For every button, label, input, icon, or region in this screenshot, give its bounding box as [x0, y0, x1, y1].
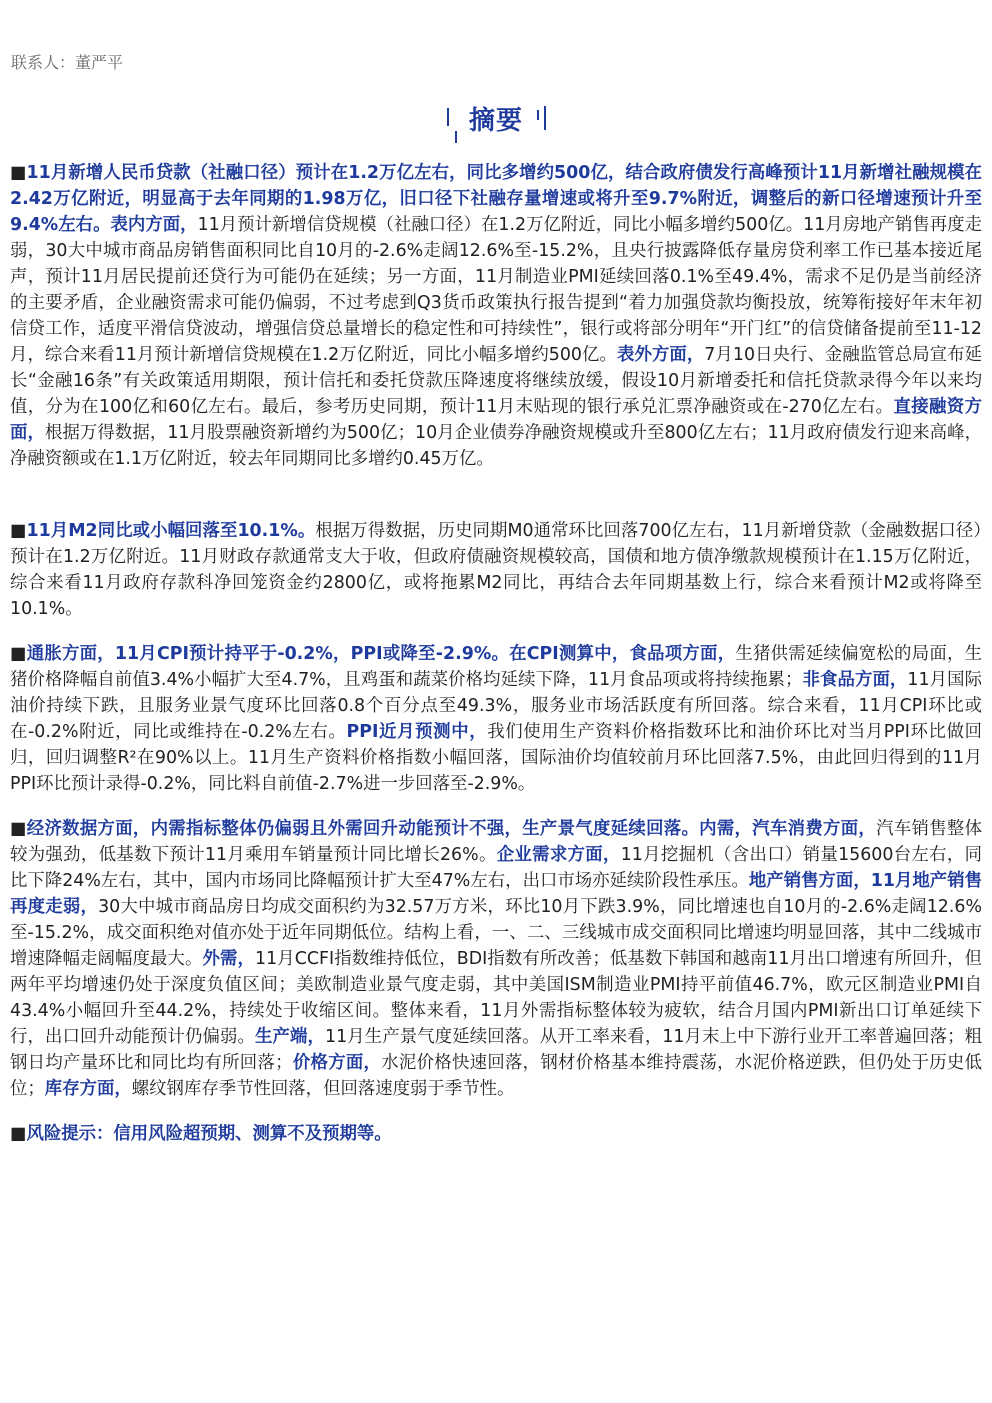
highlight-text: 通胀方面，11月CPI预计持平于-0.2%，PPI或降至-2.9%。在CPI测算中，食品项方面， [26, 644, 736, 664]
bullet-marker: ■ [10, 819, 27, 839]
summary-title: 摘要 [468, 106, 523, 136]
bullet-marker: ■ [10, 1124, 27, 1144]
body-text: 根据万得数据，11月股票融资新增约为500亿；10月企业债券净融资规模或升至800亿左右；11月政府债发行迎来高峰，净融资额或在1.1万亿附近，较去年同期同比多增约0.45万亿。 [10, 423, 982, 469]
body-text: 根据万得数据，历史同期M0通常环比回落700亿左右，11月新增贷款（金融数据口径）预计在1.2万亿附近。11月财政存款通常支大于收，但政府债融资规模较高，国债和地方债净缴款规模预计在1.15万亿附近，综合来看11月政府存款科净回笼资金约2800亿，或将拖累M2同比，再结合去年同期基数上行，综合来看预计M2或将降至10.1%。 [10, 521, 982, 619]
body-text: 水泥价格快速回落，钢材价格基本维持震荡，水泥价格逆跌，但仍处于历史低位； [10, 1053, 982, 1099]
summary-content [10, 160, 982, 1147]
body-text: 螺纹钢库存季节性回落，但回落速度弱于季节性。 [131, 1079, 515, 1099]
highlight-text: 库存方面， [44, 1079, 132, 1099]
body-text: 生猪供需延续偏宽松的局面，生猪价格降幅自前值3.4%小幅扩大至4.7%，且鸡蛋和蔬菜价格均延续下降，11月食品项或将持续拖累； [10, 644, 982, 690]
body-text: 7月10日央行、金融监管总局宣布延长“金融16条”有关政策适用期限，预计信托和委托贷款压降速度将继续放缓，假设10月新增委托和信托贷款录得今年以来均值，分为在100亿和60亿左右。最后，参考历史同期，预计11月末贴现的银行承兑汇票净融资或在-270亿左右。 [10, 345, 982, 417]
paragraph-economic-data [10, 816, 982, 1102]
title-wrap [0, 100, 992, 137]
body-text: 汽车销售整体较为强劲，低基数下预计11月乘用车销量预计同比增长26%。 [10, 819, 982, 865]
highlight-text: 表外方面， [616, 345, 705, 365]
paragraph-inflation [10, 641, 982, 797]
body-text: 11月预计新增信贷规模（社融口径）在1.2万亿附近，同比小幅多增约500亿。11月房地产销售再度走弱，30大中城市商品房销售面积同比自10月的-2.6%走阔12.6%至-15.2%，且央行披露降低存量房贷利率工作已基本接近尾声，预计11月居民提前还贷行为可能仍在延续；另一方面，11月制造业PMI延续回落0.1%至49.4%，需求不足仍是当前经济的主要矛盾，企业融资需求可能仍偏弱，不过考虑到Q3货币政策执行报告提到“着力加强贷款均衡投放，统筹衔接好年末年初信贷工作，适度平滑信贷波动，增强信贷总量增长的稳定性和可持续性”，银行或将部分明年“开门红”的信贷储备提前至11-12月，综合来看11月预计新增信贷规模在1.2万亿附近，同比小幅多增约500亿。 [10, 215, 982, 365]
body-text: 30大中城市商品房日均成交面积约为32.57万方米，环比10月下跌3.9%，同比增速也自10月的-2.6%走阔12.6%至-15.2%，成交面积绝对值亦处于近年同期低位。结构上看，一、二、三线城市成交面积同比增速均明显回落，其中二线城市增速降幅走阔幅度最大。 [10, 897, 982, 969]
paragraph-credit [10, 160, 982, 472]
highlight-text: 风险提示：信用风险超预期、测算不及预期等。 [26, 1124, 392, 1144]
body-text: 11月生产景气度延续回落。从开工率来看，11月末上中下游行业开工率普遍回落；粗钢日均产量环比和同比均有所回落； [10, 1027, 982, 1073]
highlight-text: 价格方面， [292, 1053, 382, 1073]
highlight-text: 11月M2同比或小幅回落至10.1%。 [26, 521, 316, 541]
bullet-marker: ■ [10, 644, 27, 664]
highlight-text: 直接融资方面， [10, 397, 982, 443]
bullet-marker: ■ [10, 163, 27, 183]
paragraph-risk [10, 1121, 982, 1147]
highlight-text: 11月新增人民币贷款（社融口径）预计在1.2万亿左右，同比多增约500亿，结合政府债发行高峰预计11月新增社融规模在2.42万亿附近，明显高于去年同期的1.98万亿，旧口径下社融存量增速或将升至9.7%附近，调整后的新口径增速预计升至9.4%左右。表内方面， [10, 163, 983, 235]
body-text: 11月CCFI指数维持低位，BDI指数有所改善；低基数下韩国和越南11月出口增速有所回升，但两年平均增速仍处于深度负值区间；美欧制造业景气度走弱，其中美国ISM制造业PMI持平前值46.7%，欧元区制造业PMI自43.4%小幅回升至44.2%，持续处于收缩区间。整体来看，11月外需指标整体较为疲软，结合月国内PMI新出口订单延续下行，出口回升动能预计仍偏弱。 [10, 949, 982, 1047]
highlight-text: PPI近月预测中， [346, 722, 488, 742]
highlight-text: 企业需求方面， [496, 845, 621, 865]
body-text: 11月国际油价持续下跌，且服务业景气度环比回落0.8个百分点至49.3%，服务业市场活跃度有所回落。综合来看，11月CPI环比或在-0.2%附近，同比或维持在-0.2%左右。 [10, 670, 982, 742]
highlight-text: 生产端， [255, 1027, 326, 1047]
contact-person: 联系人：董严平 [11, 53, 124, 72]
bullet-marker: ■ [10, 521, 27, 541]
body-text: 我们使用生产资料价格指数环比和油价环比对当月PPI环比做回归，回归调整R²在90%以上。11月生产资料价格指数小幅回落，国际油价均值较前月环比回落7.5%，由此回归得到的11月PPI环比预计录得-0.2%，同比料自前值-2.7%进一步回落至-2.9%。 [10, 722, 982, 794]
body-text: 11月挖掘机（含出口）销量15600台左右，同比下降24%左右，其中，国内市场同比降幅预计扩大至47%左右，出口市场亦延续阶段性承压。 [10, 845, 982, 891]
highlight-text: 非食品方面， [802, 670, 908, 690]
highlight-text: 地产销售方面，11月地产销售再度走弱， [10, 871, 983, 917]
highlight-text: 外需， [202, 949, 256, 969]
highlight-text: 经济数据方面，内需指标整体仍偏弱且外需回升动能预计不强，生产景气度延续回落。内需，汽车消费方面， [26, 819, 877, 839]
paragraph-m2 [10, 518, 982, 622]
